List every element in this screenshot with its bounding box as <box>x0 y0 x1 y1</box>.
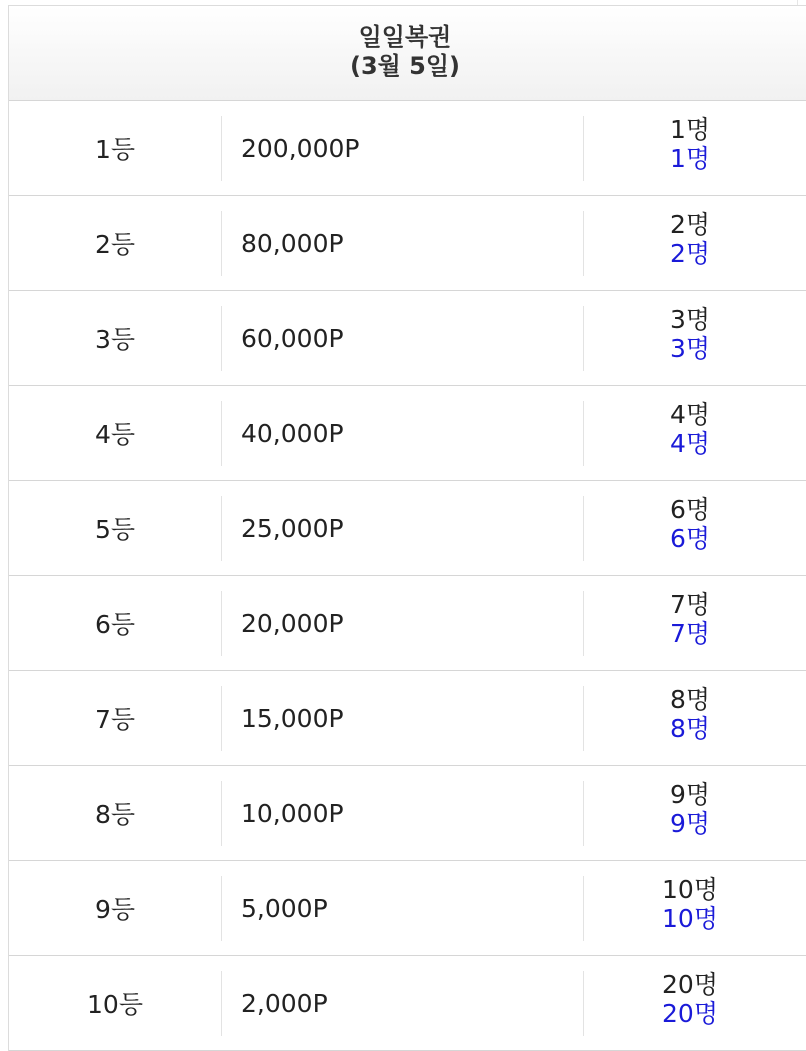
winner-count: 10명 <box>662 904 718 933</box>
column-divider <box>221 591 222 656</box>
winner-count: 9명 <box>669 809 711 838</box>
rank-cell: 6등 <box>94 610 136 639</box>
rank-cell: 5등 <box>94 515 136 544</box>
total-count: 10명 <box>662 875 718 904</box>
total-count: 3명 <box>669 305 711 334</box>
column-divider <box>221 211 222 276</box>
prize-cell: 20,000P <box>241 608 344 638</box>
prize-cell: 25,000P <box>241 513 344 543</box>
winner-count: 1명 <box>669 144 711 173</box>
count-cell <box>583 780 797 838</box>
count-cell <box>583 400 797 458</box>
column-divider <box>221 876 222 941</box>
lottery-date: (3월 5일) <box>349 52 461 80</box>
column-divider <box>221 496 222 561</box>
rank-cell: 2등 <box>94 230 136 259</box>
column-divider <box>221 306 222 371</box>
total-count: 6명 <box>669 495 711 524</box>
winner-count: 7명 <box>669 619 711 648</box>
prize-cell: 2,000P <box>241 988 328 1018</box>
count-cell <box>583 590 797 648</box>
prize-cell: 40,000P <box>241 418 344 448</box>
total-count: 8명 <box>669 685 711 714</box>
total-count: 2명 <box>669 210 711 239</box>
prize-cell: 60,000P <box>241 323 344 353</box>
table-row <box>9 481 806 576</box>
table-row <box>9 671 806 766</box>
rank-cell: 3등 <box>94 325 136 354</box>
table-header <box>9 6 806 101</box>
total-count: 1명 <box>669 115 711 144</box>
table-row <box>9 291 806 386</box>
table-row <box>9 576 806 671</box>
prize-cell: 10,000P <box>241 798 344 828</box>
prize-cell: 200,000P <box>241 133 360 163</box>
prize-cell: 15,000P <box>241 703 344 733</box>
count-cell <box>583 970 797 1028</box>
prize-cell: 5,000P <box>241 893 328 923</box>
column-divider <box>221 401 222 466</box>
count-cell <box>583 115 797 173</box>
count-cell <box>583 495 797 553</box>
winner-count: 3명 <box>669 334 711 363</box>
winner-count: 6명 <box>669 524 711 553</box>
column-divider <box>221 116 222 181</box>
column-divider <box>221 971 222 1036</box>
rank-cell: 4등 <box>94 420 136 449</box>
lottery-prize-table <box>8 5 806 1051</box>
winner-count: 8명 <box>669 714 711 743</box>
count-cell <box>583 305 797 363</box>
rank-cell: 10등 <box>87 990 143 1019</box>
table-row <box>9 766 806 861</box>
lottery-name: 일일복권 <box>358 23 452 51</box>
table-row <box>9 196 806 291</box>
total-count: 20명 <box>662 970 718 999</box>
winner-count: 4명 <box>669 429 711 458</box>
count-cell <box>583 875 797 933</box>
table-row <box>9 861 806 956</box>
prize-cell: 80,000P <box>241 228 344 258</box>
winner-count: 20명 <box>662 999 718 1028</box>
total-count: 7명 <box>669 590 711 619</box>
winner-count: 2명 <box>669 239 711 268</box>
column-divider <box>221 781 222 846</box>
table-row <box>9 956 806 1051</box>
table-row <box>9 101 806 196</box>
rank-cell: 7등 <box>94 705 136 734</box>
rank-cell: 1등 <box>94 135 136 164</box>
count-cell <box>583 210 797 268</box>
rank-cell: 9등 <box>94 895 136 924</box>
column-divider <box>221 686 222 751</box>
total-count: 9명 <box>669 780 711 809</box>
count-cell <box>583 685 797 743</box>
total-count: 4명 <box>669 400 711 429</box>
table-row <box>9 386 806 481</box>
rank-cell: 8등 <box>94 800 136 829</box>
header-title <box>9 23 801 81</box>
